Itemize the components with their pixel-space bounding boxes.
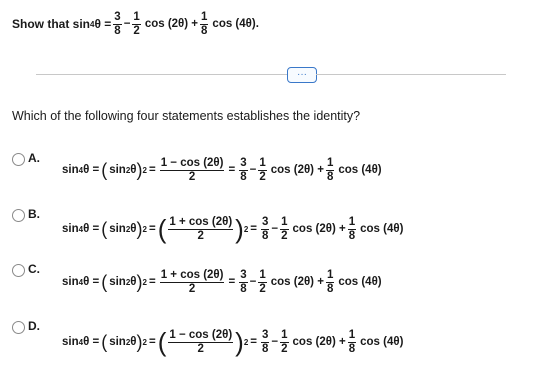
- question-cos4: cos (4θ).: [212, 18, 259, 30]
- divider-right: [316, 74, 506, 75]
- option-d-radio[interactable]: [12, 321, 25, 334]
- question-fraction-1-8: $\frac{1}{8}$: [201, 10, 208, 37]
- question-fraction-1-2: $\frac{1}{2}$: [133, 10, 140, 37]
- option-c-letter: C.: [28, 262, 40, 276]
- option-c-radio[interactable]: [12, 264, 25, 277]
- option-d-letter: D.: [28, 319, 40, 333]
- question-exponent: 4: [90, 19, 95, 29]
- option-a-fraction-main: $\frac{1 - \cos (2\theta)}{2}$: [160, 156, 224, 183]
- more-button[interactable]: ···: [287, 67, 317, 83]
- option-d-equation: sin 4 θ = ( sin 2 θ ) 2 = ( $\frac{1 - \cos (2\theta)}{2}$ ) 2 = $\frac{3}{8}$ − $\frac{1}{2}$ cos (2θ) + $\frac{1}{8}$ cos (4θ): [62, 327, 404, 357]
- question-prefix: Show that sin: [12, 17, 90, 31]
- option-c-fraction-main: $\frac{1 + \cos (2\theta)}{2}$: [160, 268, 224, 295]
- question-statement: [12, 6, 259, 42]
- option-b-equation: sin 4 θ = ( sin 2 θ ) 2 = ( $\frac{1 + \cos (2\theta)}{2}$ ) 2 = $\frac{3}{8}$ − $\frac{1}{2}$ cos (2θ) + $\frac{1}{8}$ cos (4θ): [62, 214, 404, 244]
- question-theta: θ =: [94, 17, 112, 31]
- question-fraction-3-8: $\frac{3}{8}$: [114, 10, 121, 37]
- option-b-radio[interactable]: [12, 209, 25, 222]
- option-a-letter: A.: [28, 151, 40, 165]
- option-a-radio[interactable]: [12, 153, 25, 166]
- divider-left: [36, 74, 287, 75]
- question-cos2: cos (2θ) +: [144, 18, 199, 30]
- question-minus: −: [123, 18, 131, 30]
- option-d-fraction-main: $\frac{1 - \cos (2\theta)}{2}$: [169, 328, 233, 355]
- instruction-prompt: Which of the following four statements establishes the identity?: [12, 109, 361, 123]
- option-b-letter: B.: [28, 207, 40, 221]
- option-c-equation: sin 4 θ = ( sin 2 θ ) 2 = $\frac{1 + \cos (2\theta)}{2}$ = $\frac{3}{8}$ − $\frac{1}{2}$ cos (2θ) + $\frac{1}{8}$ cos (4θ): [62, 268, 382, 295]
- option-b-fraction-main: $\frac{1 + \cos (2\theta)}{2}$: [169, 215, 233, 242]
- option-a-equation: sin 4 θ = ( sin 2 θ ) 2 = $\frac{1 - \cos (2\theta)}{2}$ = $\frac{3}{8}$ − $\frac{1}{2}$ cos (2θ) + $\frac{1}{8}$ cos (4θ): [62, 156, 382, 183]
